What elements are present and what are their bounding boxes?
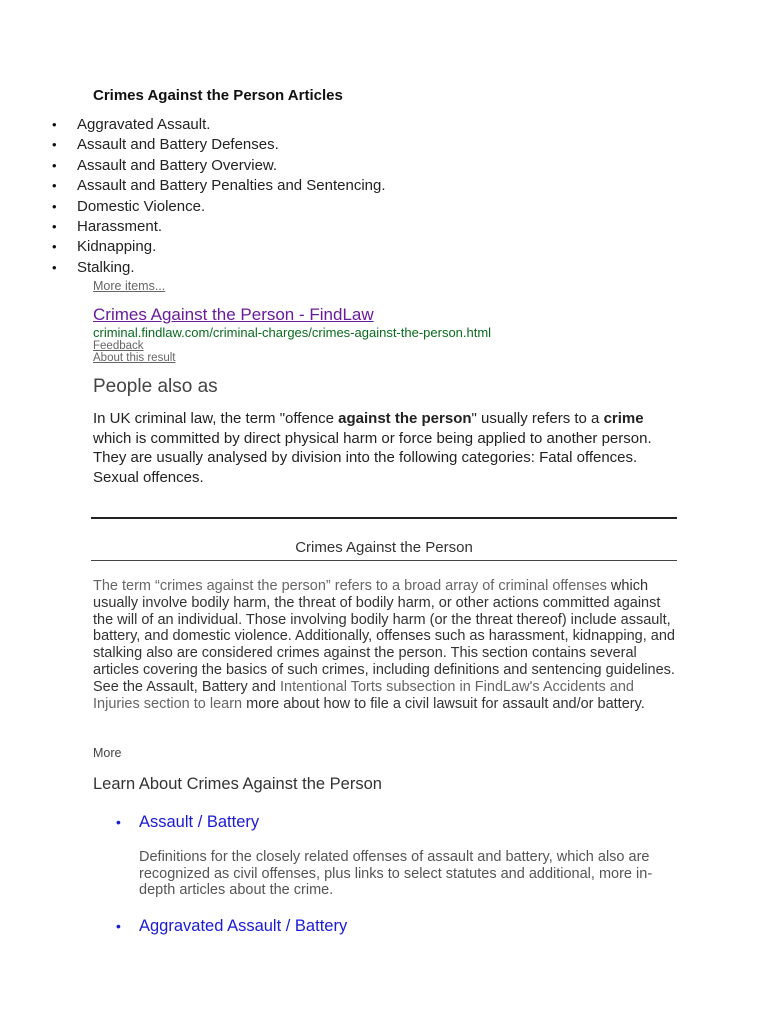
learn-heading: Learn About Crimes Against the Person	[93, 775, 382, 793]
definition-bold: crime	[603, 410, 644, 427]
bullet-icon: •	[116, 918, 121, 934]
divider	[91, 560, 677, 561]
section-body	[93, 578, 675, 712]
section-body-text: more about how to file a civil lawsuit for assault and/or battery.	[242, 695, 645, 712]
list-item[interactable]: • Assault and Battery Penalties and Sentencing.	[52, 176, 386, 196]
feedback-link[interactable]: Feedback	[93, 340, 144, 352]
assault-battery-link-item[interactable]	[116, 813, 259, 832]
definition-text: In UK criminal law, the term "offence	[93, 410, 339, 427]
section-title: Crimes Against the Person	[295, 539, 473, 556]
articles-list	[52, 115, 386, 278]
articles-title: Crimes Against the Person Articles	[93, 87, 343, 104]
divider	[91, 517, 677, 519]
aggravated-assault-link-item[interactable]	[116, 917, 347, 936]
list-item[interactable]: • Assault and Battery Overview.	[52, 156, 386, 176]
list-item[interactable]: • Stalking.	[52, 258, 386, 278]
about-result-link[interactable]: About this result	[93, 352, 176, 364]
section-body-text: which usually involve bodily harm, the threat of bodily harm, or other actions committed against the will of an individual. Those involving bodily harm (or the threat thereof) include assault, battery, and domestic violence. Additionally, offenses such as harassment, kidnapping, and stalking also are considered crimes against the person. This section contains several articles covering the basics of such crimes, including definitions and sentencing guidelines. See the Assault, Battery and	[93, 578, 675, 695]
list-item[interactable]: • Domestic Violence.	[52, 197, 386, 217]
list-item[interactable]: • Assault and Battery Defenses.	[52, 135, 386, 155]
definition-text: " usually refers to a	[471, 410, 604, 427]
section-body-text: Intentional Torts subsection in FindLaw's Accidents and Injuries section to learn	[93, 678, 634, 712]
aggravated-assault-link[interactable]: Aggravated Assault / Battery	[139, 917, 348, 935]
result-title-link[interactable]: Crimes Against the Person - FindLaw	[93, 305, 374, 324]
assault-battery-link[interactable]: Assault / Battery	[139, 813, 260, 831]
more-items-link[interactable]: More items...	[93, 279, 166, 293]
definition-bold: against the person	[338, 410, 472, 427]
more-link[interactable]: More	[93, 746, 122, 760]
assault-battery-description: Definitions for the closely related offenses of assault and battery, which also are recognized as civil offenses, plus links to select statutes and additional, more in-depth articles about the crime.	[139, 849, 653, 899]
bullet-icon: •	[116, 814, 121, 830]
section-body-text: The term “crimes against the person” refers to a broad array of criminal offenses	[93, 578, 607, 594]
definition-text: which is committed by direct physical harm or force being applied to another person. They are usually analysed by division into the following categories: Fatal offences. Sexual offences.	[93, 429, 652, 486]
people-also-ask-heading: People also as	[93, 376, 218, 397]
list-item[interactable]: • Harassment.	[52, 217, 386, 237]
result-url: criminal.findlaw.com/criminal-charges/crimes-against-the-person.html	[93, 325, 492, 340]
definition-paragraph	[93, 409, 683, 487]
list-item[interactable]: • Aggravated Assault.	[52, 115, 386, 135]
list-item[interactable]: • Kidnapping.	[52, 237, 386, 257]
